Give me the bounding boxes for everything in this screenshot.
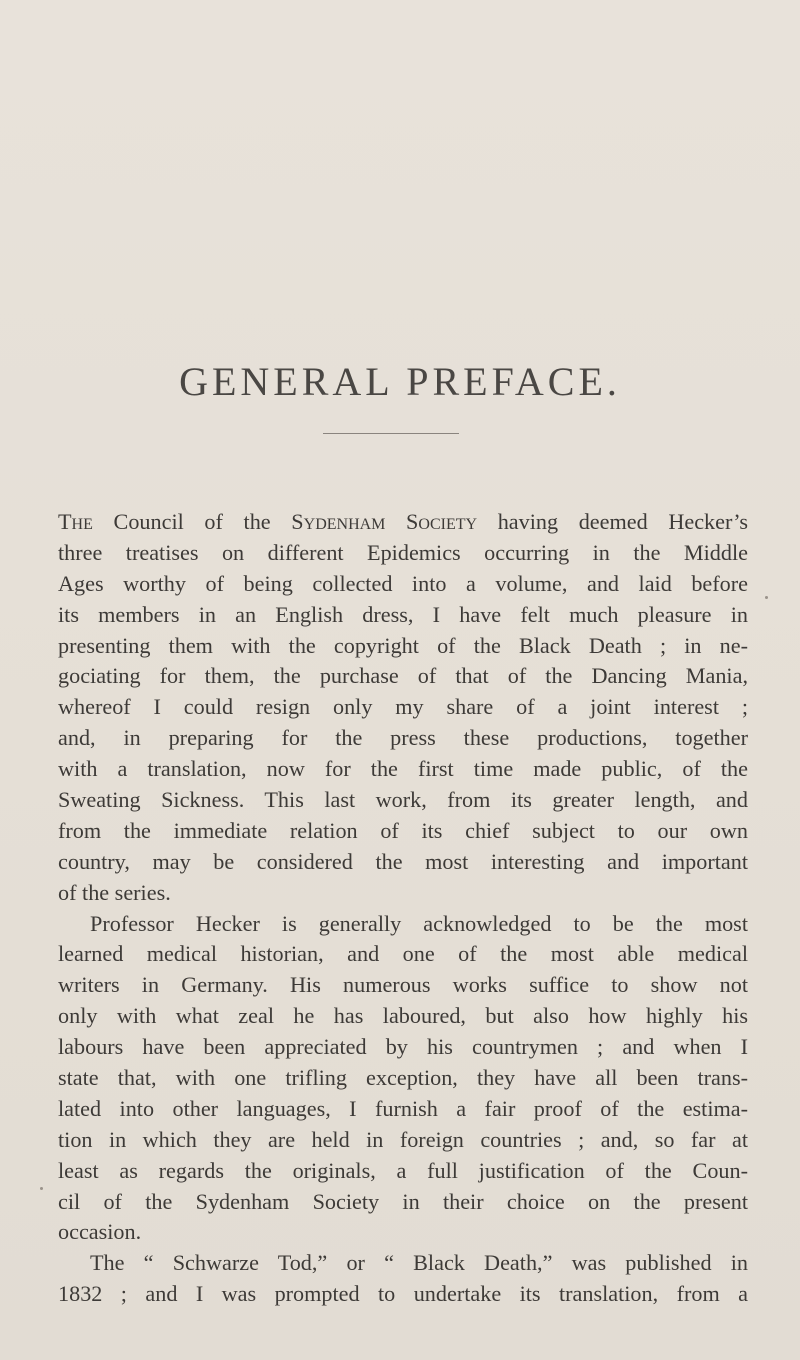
text-line: 1832 ; and I was prompted to undertake its translation, from a <box>58 1281 748 1307</box>
society-name: Sydenham Society <box>291 509 478 534</box>
paper-speck <box>765 596 768 599</box>
text-line: only with what zeal he has laboured, but also how highly his <box>58 1003 748 1029</box>
text-fragment: Council of the <box>113 509 271 534</box>
text-line: writers in Germany. His numerous works suffice to show not <box>58 972 748 998</box>
text-fragment: having deemed Hecker’s <box>497 509 749 534</box>
body-text <box>58 507 748 1310</box>
text-line: The “ Schwarze Tod,” or “ Black Death,” was published in <box>90 1250 748 1276</box>
text-line: of the series. <box>58 879 171 905</box>
text-line: least as regards the originals, a full justification of the Coun- <box>58 1157 748 1183</box>
text-line <box>58 507 748 538</box>
paper-speck <box>40 1187 43 1190</box>
text-line: learned medical historian, and one of the most able medical <box>58 941 748 967</box>
text-line: three treatises on different Epidemics occurring in the Middle <box>58 539 748 565</box>
opening-word: The <box>58 509 93 534</box>
text-line: Ages worthy of being collected into a volume, and laid before <box>58 570 748 596</box>
text-line: country, may be considered the most interesting and important <box>58 848 748 874</box>
text-line: state that, with one trifling exception, they have all been trans- <box>58 1065 748 1091</box>
text-line: whereof I could resign only my share of a joint interest ; <box>58 694 748 720</box>
text-line: tion in which they are held in foreign countries ; and, so far at <box>58 1126 748 1152</box>
text-line: gociating for them, the purchase of that of the Dancing Mania, <box>58 663 748 689</box>
title-rule <box>323 433 459 434</box>
text-line: presenting them with the copyright of the Black Death ; in ne- <box>58 632 748 658</box>
text-line: from the immediate relation of its chief subject to our own <box>58 817 748 843</box>
text-line: with a translation, now for the first time made public, of the <box>58 756 748 782</box>
text-line: Professor Hecker is generally acknowledged to be the most <box>90 910 748 936</box>
text-line: its members in an English dress, I have felt much pleasure in <box>58 601 748 627</box>
text-line: occasion. <box>58 1219 142 1245</box>
text-line: and, in preparing for the press these productions, together <box>58 725 748 751</box>
text-line: Sweating Sickness. This last work, from its greater length, and <box>58 787 748 813</box>
text-line: labours have been appreciated by his countrymen ; and when I <box>58 1034 748 1060</box>
text-line: lated into other languages, I furnish a fair proof of the estima- <box>58 1095 748 1121</box>
text-line: cil of the Sydenham Society in their choice on the present <box>58 1188 748 1214</box>
page-title: GENERAL PREFACE. <box>179 359 621 404</box>
